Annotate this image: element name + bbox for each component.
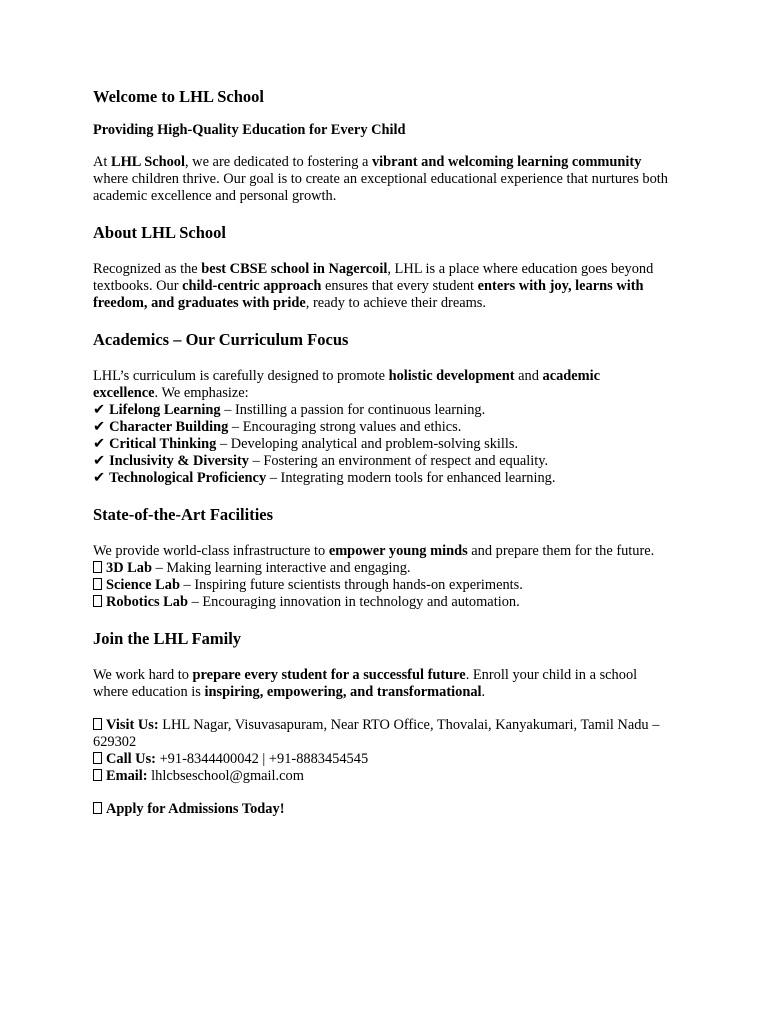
contact-email: Email: lhlcbseschool@gmail.com	[93, 768, 668, 785]
missing-glyph-icon	[93, 595, 102, 607]
missing-glyph-icon	[93, 561, 102, 573]
welcome-paragraph: At LHL School, we are dedicated to fostering a vibrant and welcoming learning community where children thrive. Our goal is to create an exceptional educational experience that nurtures both academic excellence and personal growth.	[93, 154, 668, 204]
contact-block	[93, 717, 668, 785]
page-title: Welcome to LHL School	[93, 87, 264, 106]
join-heading: Join the LHL Family	[93, 629, 242, 648]
checkmark-icon: ✔	[93, 402, 106, 418]
list-item: ✔ Critical Thinking – Developing analytical and problem-solving skills.	[93, 436, 519, 452]
location-icon	[93, 718, 102, 730]
academics-block	[93, 368, 668, 487]
apply-callout: Apply for Admissions Today!	[93, 801, 668, 818]
document-page	[93, 86, 668, 818]
facilities-block	[93, 543, 668, 611]
missing-glyph-icon	[93, 578, 102, 590]
contact-call: Call Us: +91-8344400042 | +91-8883454545	[93, 751, 668, 768]
page-subtitle: Providing High-Quality Education for Every Child	[93, 122, 406, 138]
checkmark-icon: ✔	[93, 419, 106, 435]
list-item: ✔ Technological Proficiency – Integrating modern tools for enhanced learning.	[93, 470, 556, 486]
checkmark-icon: ✔	[93, 470, 106, 486]
facilities-heading: State-of-the-Art Facilities	[93, 505, 274, 524]
facilities-paragraph: We provide world-class infrastructure to empower young minds and prepare them for the future.	[93, 543, 655, 559]
academics-heading: Academics – Our Curriculum Focus	[93, 330, 349, 349]
about-heading: About LHL School	[93, 223, 226, 242]
apply-icon	[93, 802, 102, 814]
contact-visit: Visit Us: LHL Nagar, Visuvasapuram, Near RTO Office, Thovalai, Kanyakumari, Tamil Nadu – 629302	[93, 717, 660, 750]
list-item: Science Lab – Inspiring future scientists through hands-on experiments.	[93, 577, 668, 594]
academics-paragraph: LHL’s curriculum is carefully designed to promote holistic development and academic excellence. We emphasize:	[93, 368, 601, 401]
list-item: 3D Lab – Making learning interactive and engaging.	[93, 560, 668, 577]
checkmark-icon: ✔	[93, 436, 106, 452]
list-item: ✔ Lifelong Learning – Instilling a passion for continuous learning.	[93, 402, 486, 418]
list-item: ✔ Character Building – Encouraging strong values and ethics.	[93, 419, 462, 435]
email-icon	[93, 769, 102, 781]
join-paragraph: We work hard to prepare every student for a successful future. Enroll your child in a school where education is inspiring, empowering, and transformational.	[93, 667, 638, 700]
about-paragraph: Recognized as the best CBSE school in Nagercoil, LHL is a place where education goes beyond textbooks. Our child-centric approach ensures that every student enters with joy, learns with freedom, and graduates with pride, ready to achieve their dreams.	[93, 261, 654, 311]
phone-icon	[93, 752, 102, 764]
checkmark-icon: ✔	[93, 453, 106, 469]
list-item: Robotics Lab – Encouraging innovation in technology and automation.	[93, 594, 668, 611]
list-item: ✔ Inclusivity & Diversity – Fostering an environment of respect and equality.	[93, 453, 549, 469]
